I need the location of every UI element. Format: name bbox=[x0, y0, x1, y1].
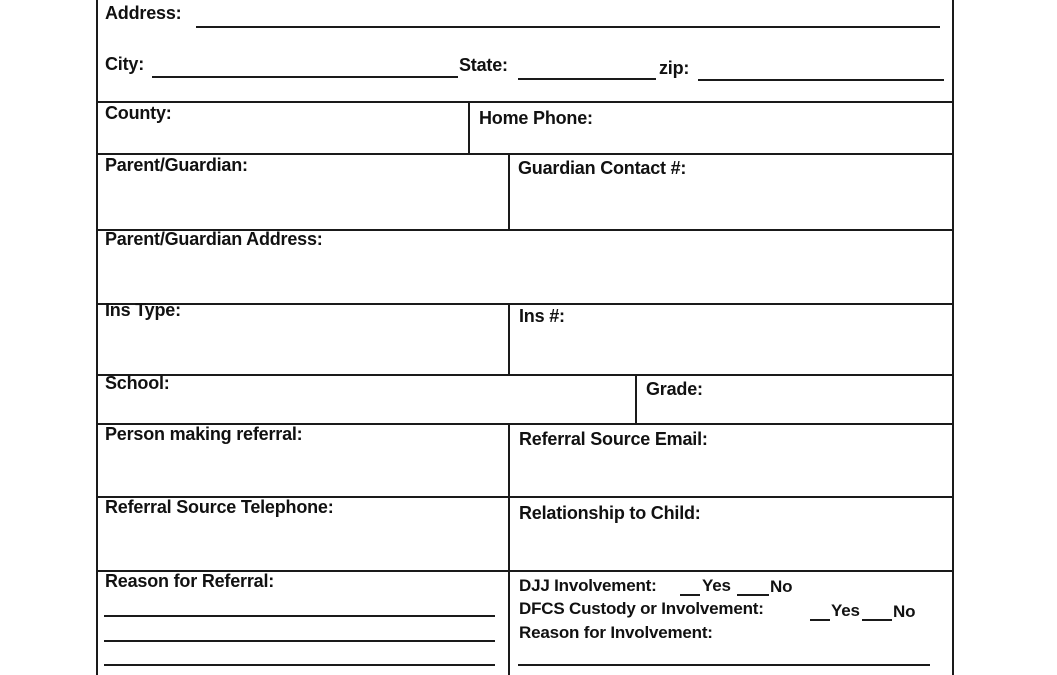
zip-field[interactable] bbox=[698, 79, 944, 81]
row-divider bbox=[96, 374, 954, 376]
county-label: County: bbox=[105, 103, 172, 123]
parent-guardian-label: Parent/Guardian: bbox=[105, 155, 248, 175]
row-divider bbox=[96, 303, 954, 305]
address-label: Address: bbox=[105, 3, 182, 23]
djj-yes-blank[interactable] bbox=[680, 594, 700, 596]
ins-type-label: Ins Type: bbox=[105, 300, 181, 320]
dfcs-no-option: No bbox=[893, 602, 916, 621]
column-divider bbox=[508, 303, 510, 374]
dfcs-no-blank[interactable] bbox=[862, 619, 892, 621]
dfcs-yes-blank[interactable] bbox=[810, 619, 830, 621]
djj-involvement-label: DJJ Involvement: bbox=[519, 576, 657, 595]
referral-source-telephone-label: Referral Source Telephone: bbox=[105, 497, 334, 517]
home-phone-label: Home Phone: bbox=[479, 108, 593, 128]
reason-for-referral-label: Reason for Referral: bbox=[105, 571, 275, 591]
dfcs-yes-option: Yes bbox=[831, 601, 860, 620]
reason-line[interactable] bbox=[104, 640, 495, 642]
state-field[interactable] bbox=[518, 78, 656, 80]
address-field[interactable] bbox=[196, 26, 940, 28]
reason-line[interactable] bbox=[104, 664, 495, 666]
column-divider bbox=[635, 374, 637, 423]
parent-guardian-address-label: Parent/Guardian Address: bbox=[105, 229, 323, 249]
city-field[interactable] bbox=[152, 76, 458, 78]
grade-label: Grade: bbox=[646, 379, 703, 399]
djj-no-blank[interactable] bbox=[737, 594, 769, 596]
relationship-to-child-label: Relationship to Child: bbox=[519, 503, 701, 523]
djj-no-option: No bbox=[770, 577, 793, 596]
guardian-contact-label: Guardian Contact #: bbox=[518, 158, 687, 178]
reason-for-involvement-line[interactable] bbox=[518, 664, 930, 666]
column-divider bbox=[508, 423, 510, 675]
column-divider bbox=[508, 153, 510, 229]
referral-source-email-label: Referral Source Email: bbox=[519, 429, 708, 449]
row-divider bbox=[96, 101, 954, 103]
djj-yes-option: Yes bbox=[702, 576, 731, 595]
ins-number-label: Ins #: bbox=[519, 306, 565, 326]
reason-for-involvement-label: Reason for Involvement: bbox=[519, 623, 713, 642]
person-making-referral-label: Person making referral: bbox=[105, 424, 303, 444]
city-label: City: bbox=[105, 54, 144, 74]
school-label: School: bbox=[105, 373, 170, 393]
zip-label: zip: bbox=[659, 58, 690, 78]
reason-line[interactable] bbox=[104, 615, 495, 617]
column-divider bbox=[468, 101, 470, 153]
state-label: State: bbox=[459, 55, 508, 75]
dfcs-custody-label: DFCS Custody or Involvement: bbox=[519, 599, 764, 618]
